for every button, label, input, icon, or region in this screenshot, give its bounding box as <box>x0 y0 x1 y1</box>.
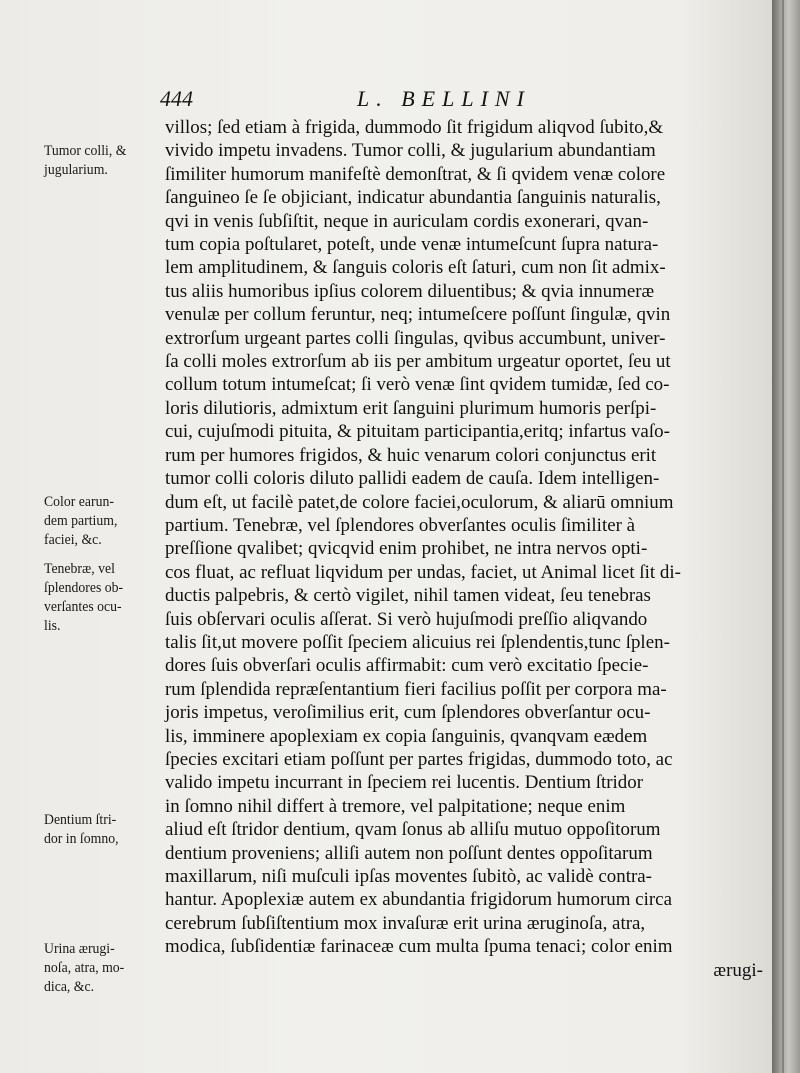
margin-note-line: Urina ærugi- <box>44 941 115 957</box>
text-line: cui, cujuſmodi pituita, & pituitam participantia,eritq; infartus vaſo- <box>165 421 670 443</box>
text-line: villos; ſed etiam à frigida, dummodo ſit frigidum aliqvod ſubito,& <box>165 117 664 138</box>
page-header <box>160 86 750 116</box>
text-line: talis ſit,ut movere poſſit ſpeciem alicuius rei ſplendentis,tunc ſplen- <box>165 631 670 653</box>
text-line: dores ſuis obverſari oculis affirmabit: cum verò excitatio ſpecie- <box>165 655 649 677</box>
text-line: loris dilutioris, admixtum erit ſanguini plurimum humoris perſpi- <box>165 397 657 419</box>
text-line: dum eſt, ut facilè patet,de colore faciei,oculorum, & aliarū omnium <box>165 491 674 513</box>
text-line: ſimiliter humorum manifeſtè demonſtrat, & ſi qvidem venæ colore <box>165 163 666 185</box>
margin-note <box>44 493 162 550</box>
text-line: tumor colli coloris diluto pallidi eadem de cauſa. Idem intelligen- <box>165 468 660 490</box>
text-line: ſanguineo ſe ſe objiciant, indicatur abundantia ſanguinis naturalis, <box>165 187 661 209</box>
margin-note-line: Tumor colli, & <box>44 143 127 159</box>
text-line: dentium proveniens; alliſi autem non poſſunt dentes oppoſitarum <box>165 842 653 864</box>
margin-note-line: ſplendores ob- <box>44 580 124 596</box>
text-line: maxillarum, niſi muſculi ipſas moventes ſubitò, ac validè contra- <box>165 866 652 887</box>
text-line: partium. Tenebræ, vel ſplendores obverſantes oculis ſimiliter à <box>165 514 636 536</box>
margin-note-line: Dentium ſtri- <box>44 812 117 828</box>
text-line: ſpecies excitari etiam poſſunt per partes frigidas, dummodo toto, ac <box>165 748 673 770</box>
text-line: cerebrum ſubſiſtentium mox invaſuræ erit urina æruginoſa, atra, <box>165 912 646 934</box>
margin-note-line: dica, &c. <box>44 979 95 995</box>
margin-note-line: faciei, &c. <box>44 532 102 548</box>
text-line: qvi in venis ſubſiſtit, neque in auriculam cordis exonerari, qvan- <box>165 210 649 232</box>
text-line: lis, imminere apoplexiam ex copia ſanguinis, qvanqvam eædem <box>165 725 648 747</box>
text-line: ſa colli moles extrorſum ab iis per ambitum urgeatur oportet, ſeu ut <box>165 351 671 373</box>
margin-note-line: noſa, atra, mo- <box>44 960 125 976</box>
text-line: ductis palpebris, & certò vigilet, nihil tamen videat, ſeu tenebras <box>165 585 651 607</box>
text-line: rum ſplendida repræſentantium fieri facilius poſſit per corpora ma- <box>165 678 667 700</box>
page-gutter-edge <box>772 0 800 1073</box>
text-line: ſuis obſervari oculis aſſerat. Si verò hujuſmodi preſſio aliqvando <box>165 608 648 630</box>
text-line: joris impetus, veroſimilius erit, cum ſplendores obverſantur ocu- <box>165 702 651 724</box>
text-line: lem amplitudinem, & ſanguis coloris eſt ſaturi, cum non ſit admix- <box>165 257 666 279</box>
body-text <box>165 116 765 982</box>
running-head: L. BELLINI <box>357 86 531 111</box>
text-line: cos fluat, ac refluat liqvidum per undas, faciet, ut Animal licet ſit di- <box>165 561 681 583</box>
margin-note-line: Color earun- <box>44 494 114 510</box>
text-line: vivido impetu invadens. Tumor colli, & jugularium abundantiam <box>165 140 656 162</box>
text-line: valido impetu incurrant in ſpeciem rei lucentis. Dentium ſtridor <box>165 772 644 794</box>
text-line: collum totum intumeſcat; ſi verò venæ ſint qvidem tumidæ, ſed co- <box>165 374 670 396</box>
margin-note <box>44 940 162 997</box>
text-line: modica, ſubſidentiæ farinaceæ cum multa ſpuma tenaci; color enim <box>165 936 673 958</box>
margin-note <box>44 811 162 849</box>
margin-note-line: dem partium, <box>44 513 118 529</box>
margin-note-line: dor in ſomno, <box>44 831 119 847</box>
margin-note-line: lis. <box>44 618 61 634</box>
text-line: venulæ per collum feruntur, neq; intumeſcere poſſunt ſingulæ, qvin <box>165 304 671 326</box>
text-line: extrorſum urgeant partes colli ſingulas, qvibus accumbunt, univer- <box>165 327 666 349</box>
text-line: hantur. Apoplexiæ autem ex abundantia frigidorum humorum circa <box>165 889 672 911</box>
margin-note <box>44 142 162 180</box>
text-line: aliud eſt ſtridor dentium, qvam ſonus ab alliſu mutuo oppoſitorum <box>165 819 661 841</box>
text-line: tum copia poſtularet, poteſt, unde venæ intumeſcunt ſupra natura- <box>165 234 659 256</box>
text-line: in ſomno nihil differt à tremore, vel palpitatione; neque enim <box>165 795 626 817</box>
page-number: 444 <box>160 86 193 111</box>
text-line: rum per humores frigidos, & huic venarum colori conjunctus erit <box>165 444 657 466</box>
text-line: ærugi- <box>713 959 763 981</box>
margin-note-line: jugularium. <box>44 162 108 178</box>
margin-note-line: verſantes ocu- <box>44 599 122 615</box>
margin-note-line: Tenebræ, vel <box>44 561 115 577</box>
text-line: preſſione qvalibet; qvicqvid enim prohibet, ne intra nervos opti- <box>165 538 648 560</box>
margin-note <box>44 560 162 636</box>
text-line: tus aliis humoribus ipſius colorem diluentibus; & qvia innumeræ <box>165 280 655 302</box>
